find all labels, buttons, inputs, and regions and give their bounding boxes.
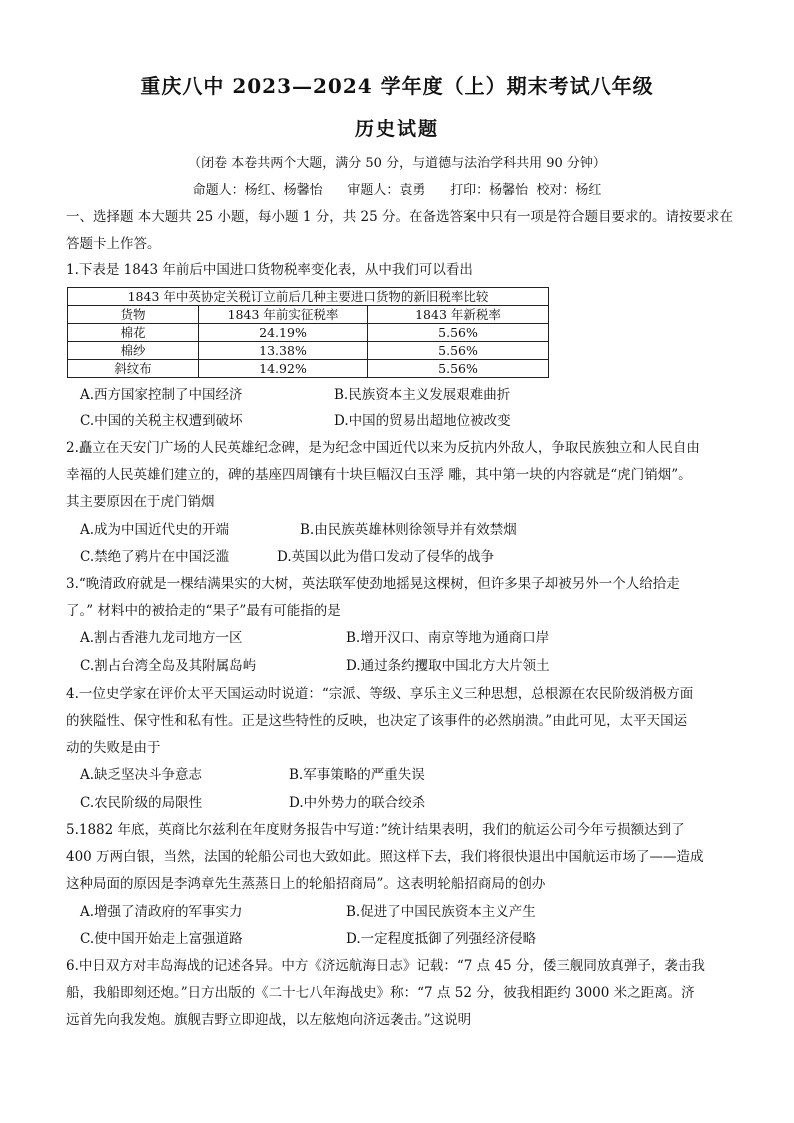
q4-option-b: B.军事策略的严重失误 (289, 767, 425, 783)
table-header: 货物 (68, 306, 199, 324)
q2-option-c: C.禁绝了鸦片在中国泛滥 (80, 549, 230, 565)
q1-option-b: B.民族资本主义发展艰难曲折 (334, 387, 511, 403)
q5-line: 400 万两白银，当然，法国的轮船公司也大致如此。照这样下去，我们将很快退出中国航运市场了——造成 (66, 849, 704, 865)
q3-option-d: D.通过条约攫取中国北方大片领土 (346, 658, 550, 674)
q1-stem: 1.下表是 1843 年前后中国进口货物税率变化表，从中我们可以看出 (66, 262, 473, 278)
q5-option-b: B.促进了中国民族资本主义产生 (346, 904, 536, 920)
q4-line: 4.一位史学家在评价太平天国运动时说道：“宗派、等级、享乐主义三种思想，总根源在农民阶级消极方面 (66, 686, 694, 702)
q1-option-d: D.中国的贸易出超地位被改变 (334, 413, 511, 429)
table-cell: 斜纹布 (68, 360, 199, 378)
q6-line: 远首先向我发炮。旗舰吉野立即迎战，以左舷炮向济远袭击。”这说明 (66, 1012, 472, 1028)
q3-line: 了。” 材料中的被拾走的“果子”最有可能指的是 (66, 603, 341, 619)
q5-option-d: D.一定程度抵御了列强经济侵略 (346, 931, 537, 947)
q2-line: 其主要原因在于虎门销烟 (66, 494, 215, 510)
table-cell: 14.92% (199, 360, 368, 378)
q2-line: 2.矗立在天安门广场的人民英雄纪念碑，是为纪念中国近代以来为反抗内外敌人，争取民族独立和人民自由 (66, 440, 700, 456)
q4-option-d: D.中外势力的联合绞杀 (289, 795, 426, 811)
q5-line: 5.1882 年底，英商比尔兹利在年度财务报告中写道：”统计结果表明，我们的航运公司今年亏损额达到了 (66, 822, 685, 838)
table-cell: 5.56% (368, 324, 549, 342)
q6-line: 6.中日双方对丰岛海战的记述各异。中方《济远航海日志》记载：“7 点 45 分，倭三舰同放真弹子，袭击我 (66, 958, 705, 974)
table-cell: 5.56% (368, 342, 549, 360)
q2-option-b: B.由民族英雄林则徐领导并有效禁烟 (300, 522, 517, 538)
table-caption: 1843 年中英协定关税订立前后几种主要进口货物的新旧税率比较 (68, 288, 549, 306)
q2-option-d: D.英国以此为借口发动了侵华的战争 (277, 549, 495, 565)
q5-option-c: C.使中国开始走上富强道路 (80, 931, 243, 947)
q2-line: 幸福的人民英雄们建立的，碑的基座四周镶有十块巨幅汉白玉浮 雕，其中第一块的内容就是“虎门销烟”。 (66, 467, 692, 483)
q4-line: 动的失败是由于 (66, 740, 161, 756)
q3-option-b: B.增开汉口、南京等地为通商口岸 (346, 630, 550, 646)
section-heading: 一、选择题 本大题共 25 小题，每小题 1 分，共 25 分。在备选答案中只有一项是符合题目要求的。请按要求在答题卡上作答。 (66, 209, 733, 252)
q4-line: 的狭隘性、保守性和私有性。正是这些特性的反映，也决定了该事件的必然崩溃。”由此可见，太平天国运 (66, 713, 688, 729)
q1-option-a: A.西方国家控制了中国经济 (80, 387, 243, 403)
q4-option-a: A.缺乏坚决斗争意志 (80, 767, 203, 783)
table-cell: 棉花 (68, 324, 199, 342)
table-row (68, 342, 549, 360)
exam-title: 重庆八中 2023—2024 学年度（上）期末考试八年级 (140, 74, 654, 98)
table-header-row (68, 306, 549, 324)
q5-line: 这种局面的原因是李鸿章先生蒸蒸日上的轮船招商局”。这表明轮船招商局的创办 (66, 876, 546, 892)
tax-rate-table (67, 287, 549, 378)
table-header: 1843 年新税率 (368, 306, 549, 324)
q2-option-a: A.成为中国近代史的开端 (80, 522, 230, 538)
q5-option-a: A.增强了清政府的军事实力 (80, 904, 243, 920)
exam-authors: 命题人：杨红、杨馨怡 审题人：袁勇 打印：杨馨怡 校对：杨红 (192, 183, 602, 198)
table-cell: 24.19% (199, 324, 368, 342)
table-row (68, 360, 549, 378)
q4-option-c: C.农民阶级的局限性 (80, 795, 203, 811)
exam-subtitle: 历史试题 (354, 118, 439, 140)
q3-option-c: C.割占台湾全岛及其附属岛屿 (80, 658, 257, 674)
table-row (68, 324, 549, 342)
q6-line: 船，我船即刻还炮。”日方出版的《二十七八年海战史》称：“7 点 52 分，彼我相距约 3000 米之距离。济 (66, 985, 695, 1001)
exam-note: （闭卷 本卷共两个大题，满分 50 分，与道德与法治学科共用 90 分钟） (188, 156, 606, 171)
table-cell: 棉纱 (68, 342, 199, 360)
table-cell: 5.56% (368, 360, 549, 378)
table-cell: 13.38% (199, 342, 368, 360)
q1-option-c: C.中国的关税主权遭到破坏 (80, 413, 243, 429)
q3-line: 3.“晚清政府就是一棵结满果实的大树，英法联军使劲地摇晃这棵树，但许多果子却被另外一个人给拾走 (66, 576, 680, 592)
table-header: 1843 年前实征税率 (199, 306, 368, 324)
q3-option-a: A.割占香港九龙司地方一区 (80, 630, 243, 646)
